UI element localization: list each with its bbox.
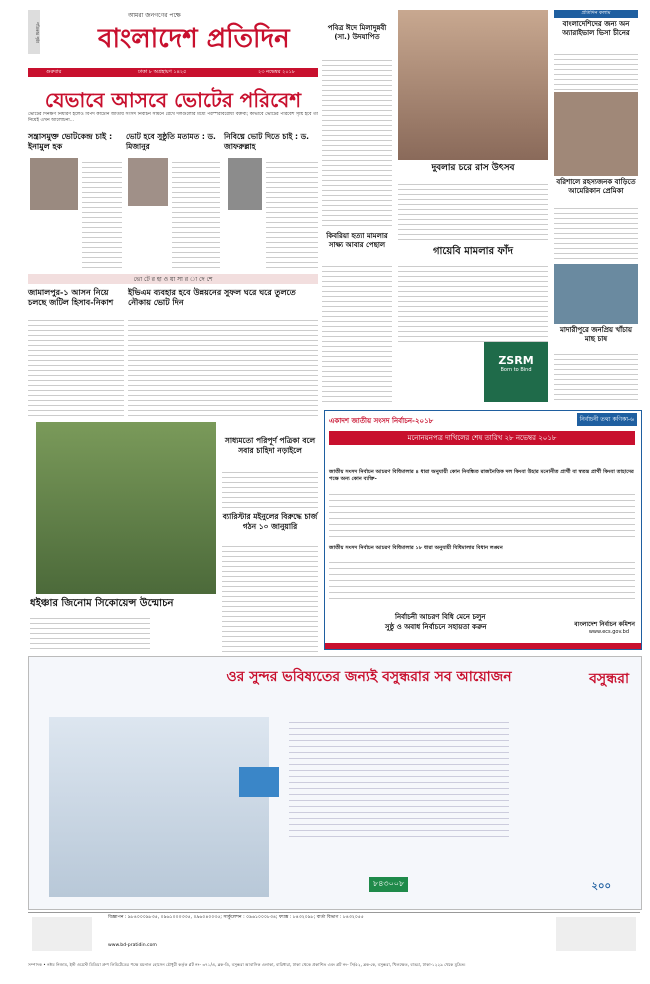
photo-far2 [554, 264, 638, 324]
ec-deadline: মনোনয়নপত্র দাখিলের শেষ তারিখ ২৮ নভেম্বর ২০১৮ [329, 431, 635, 445]
lead-col3-body [266, 158, 318, 268]
footer-contact-note: বিজ্ঞাপন : ৯৮৪০০০৯৮৩৫, ০৯৬১০০০৩৩৫, ০৯৬০৪০০৩৫; সার্কুলেশন : ০৯৬১০০০৮৩৪; ফ্যাক্স : ৮৪৩২০৯৮; বার্তা বিভাগ : ৮৪৩২০৫৫ [108, 915, 364, 920]
far-body3 [554, 350, 638, 404]
ec-footer2: সুষ্ঠু ও অবাধ নির্বাচনে সহায়তা করুন [385, 623, 487, 631]
story-gayebi-head: গায়েবি মামলার ফাঁদ [432, 246, 514, 257]
zsrm-ad [484, 342, 548, 402]
story-gayebi-body [398, 262, 548, 342]
lead-col1-head: সন্ত্রাসমুক্ত ভোটকেন্দ্র চাই : ইনামুল হক [28, 132, 113, 151]
far-label: প্রতিদিন কলাম [554, 10, 638, 18]
story-dhaincha-body [30, 614, 150, 650]
story-kibria-body [322, 262, 392, 406]
ec-body2 [329, 557, 635, 599]
lead-intro: ভোটের দিনক্ষণ নির্ধারণ হলেও বিপদ কাটেনি জাতীয় সংসদ নির্বাচন সামনে রেখে দলগুলোর মধ্যে পরস্পরবিরোধী বক্তব্য; কীভাবে ভোটের পরিবেশ সৃষ্টি হবে তা নিয়েই এখন আলোচনা... [28, 112, 318, 123]
ec-body1 [329, 489, 635, 539]
story-jamalpur-body [28, 316, 124, 416]
story-kibria-head: কিবরিয়া হত্যা মামলার সাক্ষ্য আবার পেছাল [326, 232, 388, 249]
ec-box [324, 410, 642, 650]
photo-dhaincha-field [36, 422, 216, 594]
footer-logo-right [556, 917, 636, 951]
day: গুরুবার [46, 69, 62, 75]
tagline: আমরা জনগণের পক্ষে [128, 12, 181, 19]
zsrm-brand: ZSRM [498, 354, 534, 367]
far-body2 [554, 204, 638, 260]
ad-tagline: ২০০ [591, 881, 611, 892]
photo-zafrullah [228, 158, 262, 210]
lead-col2-head: ভোট হবে সুষ্ঠুতি মতামত : ড. মিজানুর [126, 132, 216, 151]
ec-footer1: নির্বাচনী আচরণ বিধি মেনে চলুন [395, 613, 486, 621]
far-head3: মাদারীপুরে জনপ্রিয় খাঁচায় মাছ চাষ [559, 326, 633, 343]
dublar-body [398, 180, 548, 240]
ad-brand: বসুন্ধরা [589, 671, 629, 687]
ec-title: একাদশ জাতীয় সংসদ নির্বাচন-২০১৮ [329, 417, 434, 425]
story-moinul-head: ব্যারিস্টার মইনুলের বিরুদ্ধে চার্জ গঠন ১০ জানুয়ারি [222, 512, 318, 531]
newspaper-name: বাংলাদেশ প্রতিদিন [98, 24, 290, 54]
far-head1: বাংলাদেশিদের জন্য অন অ্যারাইভাল ভিসা চীনের [562, 20, 630, 37]
far-body1 [554, 50, 638, 90]
imprint: সম্পাদক • নঈম নিজাম, ইস্ট ওয়েস্ট মিডিয়া গ্রুপ লিমিটেডের পক্ষে ময়নাল হোসেন চৌধুরী কর্তৃক প্লট নং- ৩৭১/এ, ব্লক-ডি, বসুন্ধরা আবাসিক এলাকা, বারিধারা, ঢাকা থেকে প্রকাশিত এবং প্লট নং- সি/৫২, ব্লক-কে, বসুন্ধরা, খিলক্ষেত, বাড্ডা, ঢাকা-১২২৯ থেকে মুদ্রিত। [28, 962, 466, 967]
date-bn: ঢাকা ৮ অগ্রহায়ণ ১৪২৫ [138, 69, 187, 75]
story-milad-body [322, 56, 392, 226]
story-moinul-body [222, 542, 318, 652]
photo-inamul [30, 158, 78, 210]
zsrm-sub: Born to Bind [500, 367, 532, 373]
lead-headline: যেভাবে আসবে ভোটের পরিবেশ [44, 88, 302, 112]
side-label: পত্রিকার পৃষ্ঠা [28, 10, 40, 54]
story-jamalpur-head: জামালপুর-১ আসন নিয়ে চলছে জটিল হিসাব-নিকাশ [28, 288, 114, 307]
photo-mizanur [128, 158, 168, 206]
story-circulation-body [222, 468, 318, 508]
story-dhaincha-head: ধইঞ্চার জিনোম সিকোয়েন্স উন্মোচন [30, 598, 174, 609]
date-bar [28, 68, 318, 77]
ec-line1: জাতীয় সংসদ নির্বাচন আচরণ বিধিমালার ৪ ধারা অনুযায়ী কোন নিবন্ধিত রাজনৈতিক দল কিংবা উহার মনোনীত প্রার্থী বা স্বতন্ত্র প্রার্থী কিংবা তাহাদের পক্ষে অন্য কোন ব্যক্তি- [329, 469, 634, 482]
ec-footer-band [325, 643, 641, 649]
footer-contacts [28, 912, 640, 959]
photo-dublar-char [398, 10, 548, 160]
ad-phone: ৮৪৩০০৮ [369, 877, 408, 892]
ec-web: www.ecs.gov.bd [588, 629, 629, 635]
bashundhara-ad [28, 656, 642, 910]
photo-far1 [554, 92, 638, 176]
ec-org: বাংলাদেশ নির্বাচন কমিশন [574, 621, 635, 628]
ec-label: নির্বাচনী তথ্য কণিকা-৬ [577, 413, 637, 426]
date-en: ২৩ নভেম্বর ২০১৮ [258, 69, 296, 75]
dublar-caption: দুবলার চরে রাস উৎসব [431, 163, 515, 173]
footer-logo-left [32, 917, 92, 951]
ad-child-photo [49, 717, 269, 897]
story-milad-head: পবিত্র ঈদে মিলাদুন্নবী (সা.) উদযাপিত [327, 24, 387, 41]
story-evm-head: ইভিএম ব্যবহার হবে উন্নয়নের সুফল ঘরে ঘরে তুলতে নৌকায় ভোট দিন [128, 288, 296, 307]
story-evm-body [128, 316, 318, 416]
section-strip: ভো টে র হা ও য়া সা র া দে শে [28, 274, 318, 284]
story-circulation-head: সাধ্যমতো পরিপূর্ণ পত্রিকা বলে সবার চাহিদা নড়াইলে [224, 436, 316, 455]
footer-web: www.bd-pratidin.com [108, 943, 157, 948]
lead-col1-body [82, 158, 122, 268]
lead-col2-body [172, 158, 220, 268]
ad-body [289, 717, 509, 837]
far-head2: বরিশালে রহস্যজনক বাড়িতে আমেরিকান প্রেমিকা [556, 178, 636, 195]
lead-col3-head: নিবিঘ্নে ভোট দিতে চাই : ড. জাফরুল্লাহ [224, 132, 309, 151]
ec-line2: জাতীয় সংসদ নির্বাচন আচরণ বিধিমালার ১৮ ধারা অনুযায়ী বিধিমালার বিধান লঙ্ঘন [329, 545, 503, 551]
masthead [28, 10, 318, 82]
ad-house-icon [239, 767, 279, 797]
ad-headline: ওর সুন্দর ভবিষ্যতের জন্যই বসুন্ধরার সব আয়োজন [226, 669, 512, 685]
